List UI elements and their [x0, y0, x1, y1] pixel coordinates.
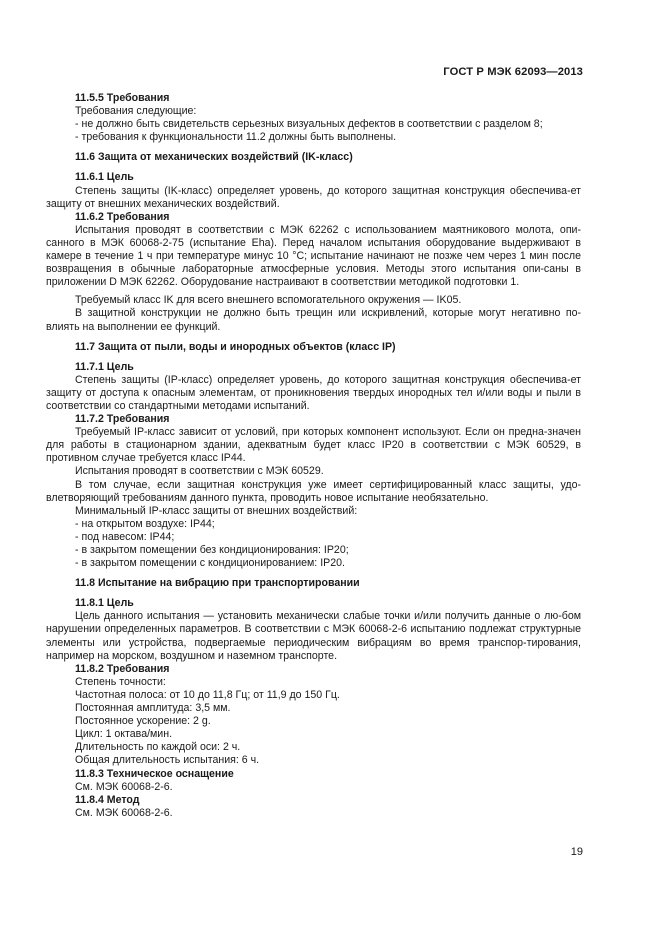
paragraph: В защитной конструкции не должно быть трещин или искривлений, которые могут негативно по-влиять на выполнении ее функций. [46, 307, 581, 333]
paragraph: Постоянное ускорение: 2 g. [75, 715, 211, 728]
paragraph: Требуемый IP-класс зависит от условий, при которых компонент используют. Если он предна-значен для работы в стационарном здании, адекватным будет класс IP20 в соответствии с МЭК 60529, в противном случае требуется класс IP44. [46, 426, 581, 465]
page-number: 19 [570, 846, 583, 858]
paragraph: См. МЭК 60068-2-6. [75, 806, 173, 819]
heading-11-6-2: 11.6.2 Требования [75, 210, 170, 223]
list-item: - в закрытом помещении с кондиционированием: IP20. [75, 557, 345, 570]
heading-11-5-5: 11.5.5 Требования [75, 92, 170, 104]
heading-11-8: 11.8 Испытание на вибрацию при транспортировании [75, 577, 360, 590]
heading-11-7: 11.7 Защита от пыли, воды и инородных объектов (класс IP) [75, 340, 396, 353]
heading-11-6: 11.6 Защита от механических воздействий (IK-класс) [75, 151, 353, 164]
paragraph: Цикл: 1 октава/мин. [75, 728, 173, 741]
paragraph: Степень точности: [75, 675, 166, 688]
document-body [46, 92, 581, 820]
paragraph: Минимальный IP-класс защиты от внешних воздействий: [75, 504, 358, 517]
heading-11-6-1: 11.6.1 Цель [75, 171, 134, 184]
list-item: - требования к функциональности 11.2 должны быть выполнены. [75, 131, 397, 144]
heading-11-8-2: 11.8.2 Требования [75, 662, 170, 675]
paragraph: Общая длительность испытания: 6 ч. [75, 754, 260, 767]
list-item: - в закрытом помещении без кондиционирования: IP20; [75, 544, 349, 556]
list-item: - под навесом: IP44; [75, 530, 175, 543]
list-item: - на открытом воздухе: IP44; [75, 517, 215, 530]
paragraph: Требуемый класс IK для всего внешнего вспомогательного окружения — IK05. [75, 294, 462, 307]
paragraph: Испытания проводят в соответствии с МЭК 60529. [75, 465, 324, 478]
paragraph: Требования следующие: [75, 105, 197, 118]
heading-11-7-2: 11.7.2 Требования [75, 413, 170, 426]
paragraph: В том случае, если защитная конструкция уже имеет сертифицированный класс защиты, удо-влетворяющий требованиям данного пункта, проводить новое испытание необязательно. [46, 478, 581, 504]
paragraph: Испытания проводят в соответствии с МЭК 62262 с использованием маятникового молота, опи-санного в МЭК 60068-2-75 (испытание Eha). Перед началом испытания оборудование выдерживают в камере в течение 1 ч при температуре минус 10 °С; испытание начинают не позже чем через 1 мин после возвращения в обычные лабораторные атмосферные условия. Методы этого испытания опи-саны в приложении D МЭК 62262. Оборудование настраивают в соответствии методикой подготовки 1. [46, 223, 581, 289]
paragraph: Длительность по каждой оси: 2 ч. [75, 741, 241, 754]
list-item: - не должно быть свидетельств серьезных визуальных дефектов в соответствии с разделом 8; [75, 118, 543, 131]
paragraph: Степень защиты (IP-класс) определяет уровень, до которого защитная конструкция обеспечива-ет защиту от доступа к опасным элементам, от проникновения твердых инородных тел и/или воды и пыли в соответствии со стандартными методами испытаний. [46, 373, 581, 412]
heading-11-8-1: 11.8.1 Цель [75, 597, 134, 610]
paragraph: Постоянная амплитуда: 3,5 мм. [75, 702, 231, 715]
paragraph: Степень защиты (IK-класс) определяет уровень, до которого защитная конструкция обеспечива-ет защиту от внешних механических воздействий. [46, 184, 581, 210]
heading-11-8-4: 11.8.4 Метод [75, 793, 140, 806]
heading-11-7-1: 11.7.1 Цель [75, 360, 134, 373]
heading-11-8-3: 11.8.3 Техническое оснащение [75, 767, 234, 780]
paragraph: См. МЭК 60068-2-6. [75, 780, 173, 793]
paragraph: Цель данного испытания — установить механически слабые точки и/или получить данные о лю-бом нарушении определенных параметров. В соответствии с МЭК 60068-2-6 испытанию подлежат структурные элементы или устройства, подвергаемые периодическим вибрациям во время транспор-тирования, например на морском, воздушном и наземном транспорте. [46, 610, 581, 662]
paragraph: Частотная полоса: от 10 до 11,8 Гц; от 11,9 до 150 Гц. [75, 688, 340, 701]
document-header: ГОСТ Р МЭК 62093—2013 [443, 66, 583, 78]
